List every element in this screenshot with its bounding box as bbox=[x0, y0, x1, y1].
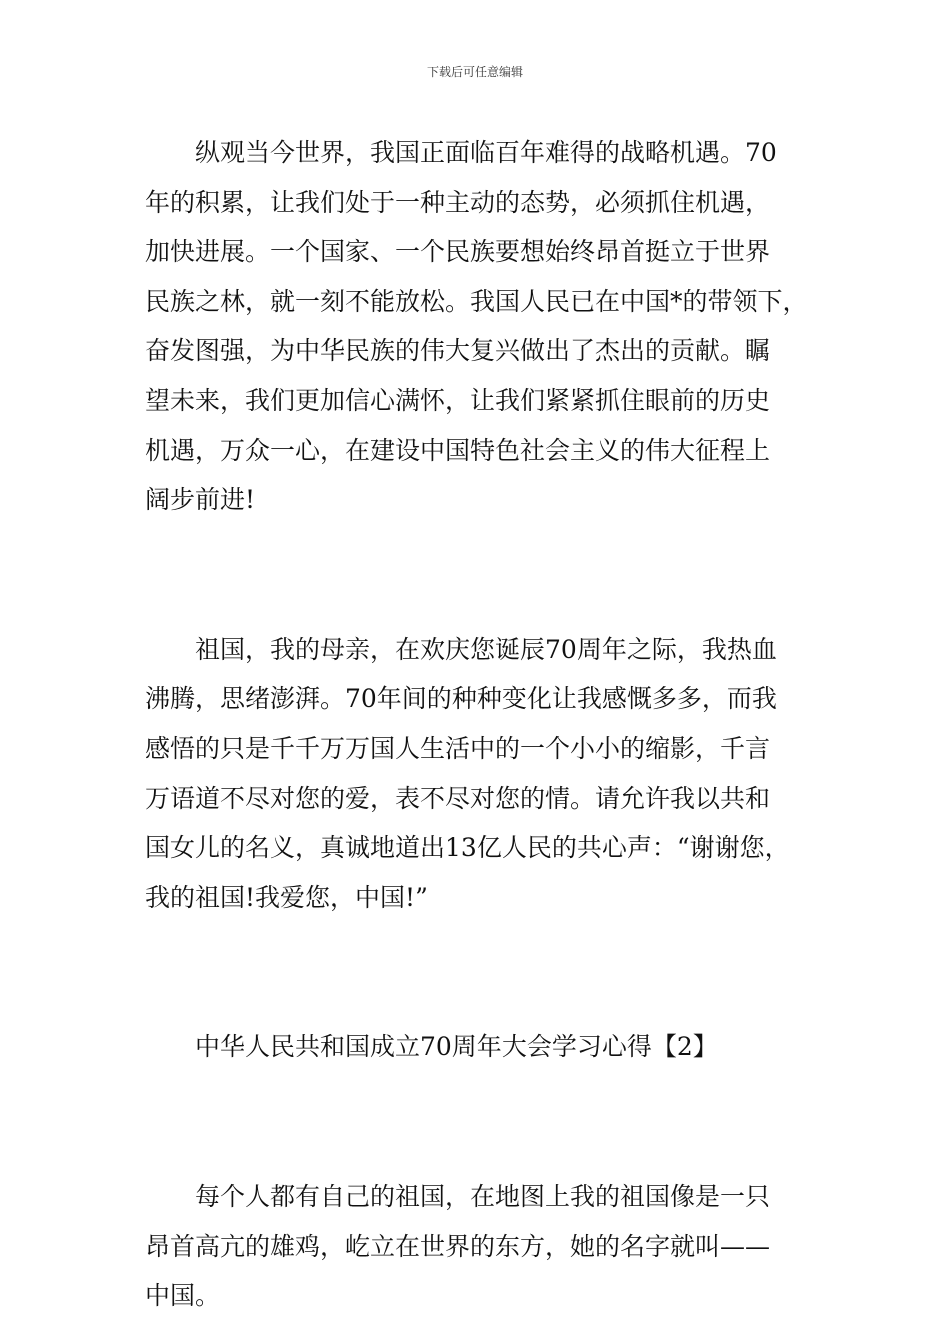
paragraph-line: 每个人都有自己的祖国，在地图上我的祖国像是一只 bbox=[195, 1181, 771, 1211]
paragraph-spacer bbox=[145, 922, 810, 1022]
paragraph-line: 祖国，我的母亲，在欢庆您诞辰70周年之际，我热血 bbox=[195, 634, 777, 664]
paragraph-closing bbox=[145, 1172, 810, 1321]
paragraph-motherland bbox=[145, 625, 810, 923]
paragraph-line: 加快进展。一个国家、一个民族要想始终昂首挺立于世界 bbox=[145, 237, 771, 267]
paragraph-strategic-opportunity bbox=[145, 128, 810, 525]
paragraph-line: 沸腾，思绪澎湃。70年间的种种变化让我感慨多多，而我 bbox=[145, 684, 777, 714]
paragraph-line: 感悟的只是千千万万国人生活中的一个小小的缩影，千言 bbox=[145, 733, 771, 763]
paragraph-line: 万语道不尽对您的爱，表不尽对您的情。请允许我以共和 bbox=[145, 783, 771, 813]
paragraph-spacer bbox=[145, 525, 810, 625]
paragraph-line: 我的祖国!我爱您，中国!” bbox=[145, 882, 428, 912]
paragraph-line: 纵观当今世界，我国正面临百年难得的战略机遇。70 bbox=[195, 138, 777, 167]
paragraph-line: 中国。 bbox=[145, 1281, 221, 1311]
paragraph-line: 国女儿的名义，真诚地道出13亿人民的共心声：“谢谢您， bbox=[145, 833, 790, 863]
paragraph-line: 民族之林，就一刻不能放松。我国人民已在中国*的带领下， bbox=[145, 286, 808, 316]
paragraph-line: 年的积累，让我们处于一种主动的态势，必须抓住机遇， bbox=[145, 187, 771, 217]
page-header-note: 下载后可任意编辑 bbox=[426, 65, 523, 79]
paragraph-spacer bbox=[145, 1072, 810, 1172]
paragraph-line: 奋发图强，为中华民族的伟大复兴做出了杰出的贡献。瞩 bbox=[145, 336, 771, 366]
section-heading: 中华人民共和国成立70周年大会学习心得【2】 bbox=[195, 1032, 718, 1062]
paragraph-line: 阔步前进! bbox=[145, 485, 256, 515]
paragraph-line: 望未来，我们更加信心满怀，让我们紧紧抓住眼前的历史 bbox=[145, 385, 771, 415]
paragraph-line: 机遇，万众一心，在建设中国特色社会主义的伟大征程上 bbox=[145, 435, 771, 465]
document-body bbox=[145, 128, 810, 1321]
paragraph-line: 昂首高亢的雄鸡，屹立在世界的东方，她的名字就叫—— bbox=[145, 1231, 771, 1261]
